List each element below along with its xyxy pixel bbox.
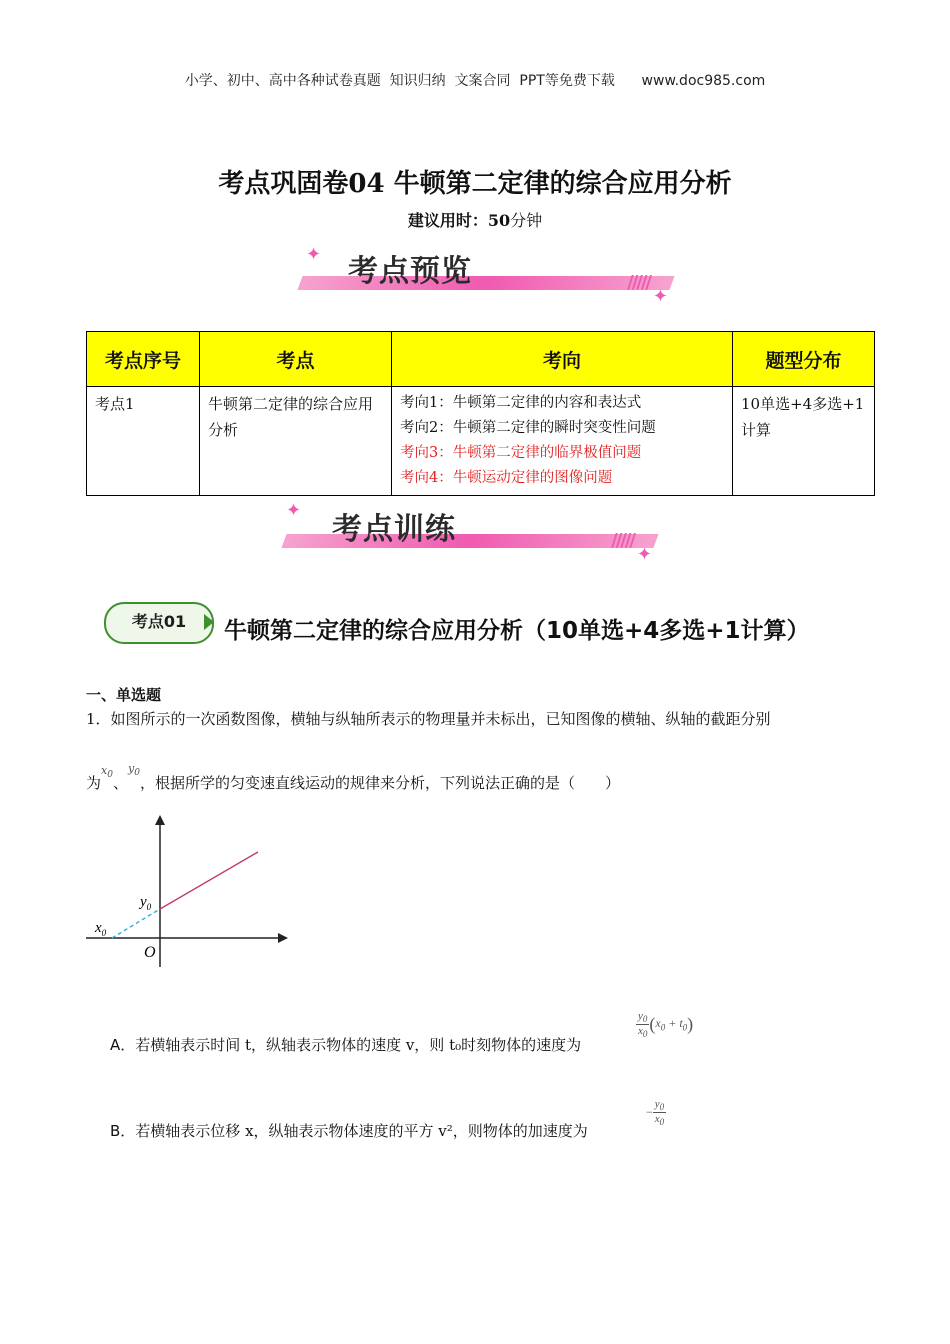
question-1-line2 xyxy=(86,761,620,793)
direction-item: 考向2：牛顿第二定律的瞬时突变性问题 xyxy=(400,420,656,436)
tag-arrow-icon xyxy=(204,614,214,630)
time-unit: 分钟 xyxy=(510,211,543,230)
section-tag: 考点01 xyxy=(104,602,214,644)
site-header-line: 小学、初中、高中各种试卷真题 知识归纳 文案合同 PPT等免费下载 www.doc985.com xyxy=(184,73,766,89)
y-axis-arrow xyxy=(155,815,165,825)
option-letter: A． xyxy=(110,1036,136,1054)
banner-label: 考点预览 xyxy=(348,254,472,289)
fraction: $\frac{y_0}{x_0}$ xyxy=(638,1010,648,1040)
option-a-formula: $\frac{y_0}{x_0}$ $(x_0 + t_0)$ xyxy=(638,1010,694,1040)
hatch-decoration: ///// xyxy=(611,530,634,551)
direction-item: 考向1：牛顿第二定律的内容和表达式 xyxy=(400,395,642,411)
cell-directions xyxy=(392,387,733,496)
sparkle-icon: ✦ xyxy=(636,544,652,565)
cell-index: 考点1 xyxy=(87,387,200,496)
training-banner xyxy=(276,500,656,565)
question-1-line1: 1．如图所示的一次函数图像，横轴与纵轴所表示的物理量并未标出，已知图像的横轴、纵轴的截距分别 xyxy=(86,710,771,728)
direction-item: 考向3：牛顿第二定律的临界极值问题 xyxy=(400,445,642,461)
option-letter: B． xyxy=(110,1122,136,1140)
header-topic: 考点 xyxy=(200,332,392,387)
table-row xyxy=(87,387,875,496)
option-a xyxy=(110,1034,581,1055)
sparkle-icon: ✦ xyxy=(652,286,668,307)
header-distribution: 题型分布 xyxy=(733,332,875,387)
option-b-formula: − $\frac{y_0}{x_0}$ xyxy=(646,1098,665,1128)
option-text: 若横轴表示时间 t，纵轴表示物体的速度 v，则 t₀时刻物体的速度为 xyxy=(135,1036,582,1054)
banner-label: 考点训练 xyxy=(332,512,456,547)
fraction: $\frac{y_0}{x_0}$ xyxy=(654,1098,665,1128)
header-direction: 考向 xyxy=(392,332,733,387)
sparkle-icon: ✦ xyxy=(306,244,322,265)
y0-label: $y_0$ xyxy=(140,894,152,912)
y0-symbol: $y_0$ xyxy=(127,761,140,779)
sparkle-icon: ✦ xyxy=(286,500,302,521)
q1-suffix: ，根据所学的匀变速直线运动的规律来分析，下列说法正确的是（ ） xyxy=(139,774,620,792)
topic-overview-table xyxy=(86,331,875,496)
document-title: 考点巩固卷04 牛顿第二定律的综合应用分析 xyxy=(218,169,732,199)
origin-label: O xyxy=(144,944,156,961)
function-line xyxy=(160,852,258,909)
section-heading: 牛顿第二定律的综合应用分析（10单选+4多选+1计算） xyxy=(224,618,810,644)
x-axis-arrow xyxy=(278,933,288,943)
dashed-extension xyxy=(112,909,160,938)
header-index: 考点序号 xyxy=(87,332,200,387)
time-label: 建议用时： xyxy=(407,211,488,230)
x0-label: $x_0$ xyxy=(95,920,107,938)
q1-prefix: 为 xyxy=(86,774,102,792)
time-value: 50 xyxy=(487,211,511,230)
cell-topic: 牛顿第二定律的综合应用分析 xyxy=(200,387,392,496)
part-title: 一、单选题 xyxy=(86,686,162,704)
q1-sep: 、 xyxy=(112,774,128,792)
direction-item: 考向4：牛顿运动定律的图像问题 xyxy=(400,470,613,486)
option-b xyxy=(110,1120,588,1141)
linear-function-graph xyxy=(86,812,296,972)
preview-banner xyxy=(292,244,672,307)
table-header-row xyxy=(87,332,875,387)
option-text: 若横轴表示位移 x，纵轴表示物体速度的平方 v²，则物体的加速度为 xyxy=(135,1122,588,1140)
cell-distribution: 10单选+4多选+1计算 xyxy=(733,387,875,496)
x0-symbol: $x_0$ xyxy=(101,763,113,781)
suggested-time xyxy=(0,208,950,231)
hatch-decoration: ///// xyxy=(627,272,650,293)
